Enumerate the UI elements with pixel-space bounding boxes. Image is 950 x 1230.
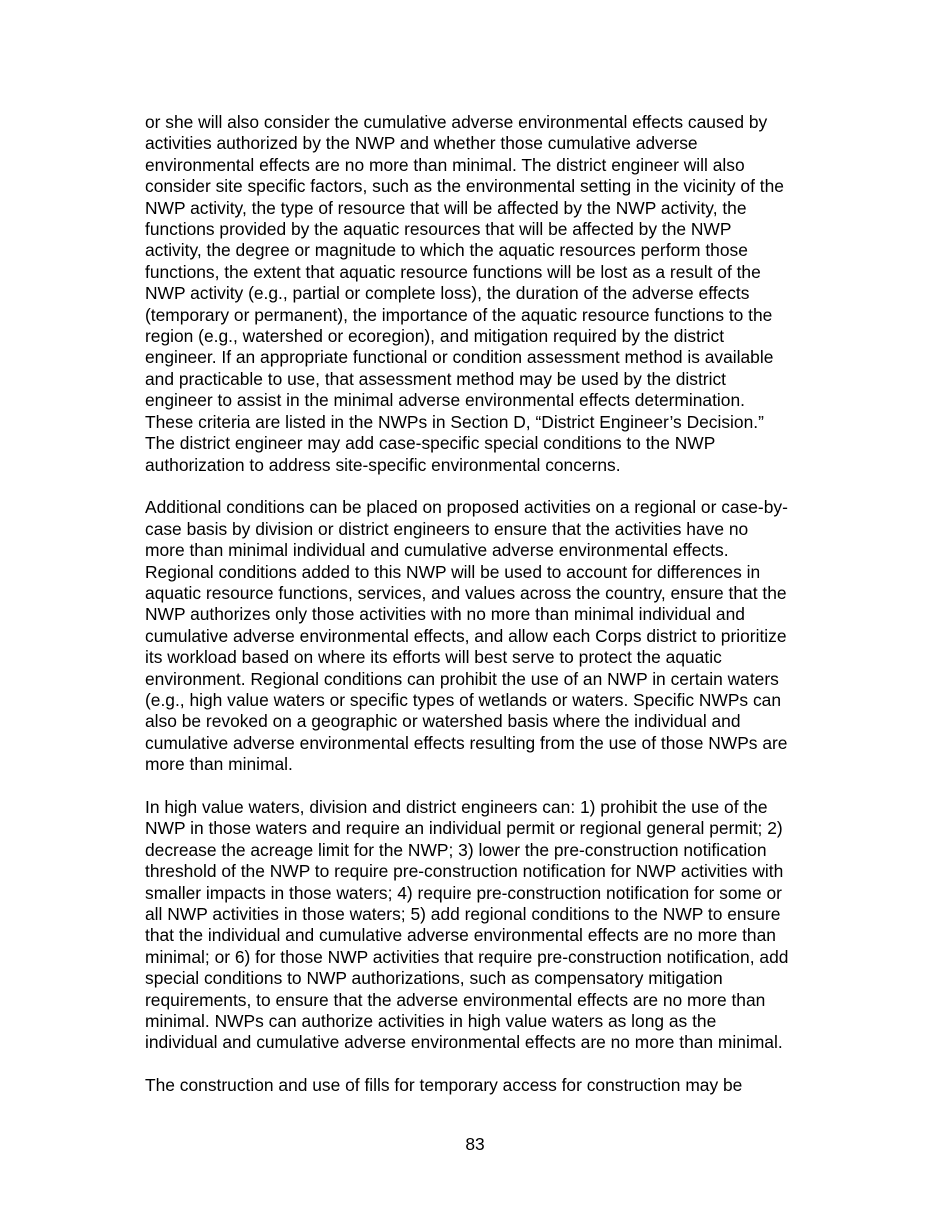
body-text: [145, 112, 845, 1118]
paragraph-2: Additional conditions can be placed on proposed activities on a regional or case-by- case basis by division or district engineers to ensure that the activities have no more than minimal individual and cumulative adverse environmental effects. Regional conditions added to this NWP will be used to account for differences in aquatic resource functions, services, and values across the country, ensure that the NWP authorizes only those activities with no more than minimal individual and cumulative adverse environmental effects, and allow each Corps district to prioritize its workload based on where its efforts will best serve to protect the aquatic environment. Regional conditions can prohibit the use of an NWP in certain waters (e.g., high value waters or specific types of wetlands or waters. Specific NWPs can also be revoked on a geographic or watershed basis where the individual and cumulative adverse environmental effects resulting from the use of those NWPs are more than minimal.: [145, 497, 788, 775]
paragraph-3: In high value waters, division and district engineers can: 1) prohibit the use of the NWP in those waters and require an individual permit or regional general permit; 2) decrease the acreage limit for the NWP; 3) lower the pre-construction notification threshold of the NWP to require pre-construction notification for NWP activities with smaller impacts in those waters; 4) require pre-construction notification for some or all NWP activities in those waters; 5) add regional conditions to the NWP to ensure that the individual and cumulative adverse environmental effects are no more than minimal; or 6) for those NWP activities that require pre-construction notification, add special conditions to NWP authorizations, such as compensatory mitigation requirements, to ensure that the adverse environmental effects are no more than minimal. NWPs can authorize activities in high value waters as long as the individual and cumulative adverse environmental effects are no more than minimal.: [145, 796, 789, 1053]
paragraph-4: The construction and use of fills for temporary access for construction may be: [145, 1075, 743, 1096]
paragraph-1: or she will also consider the cumulative adverse environmental effects caused by activities authorized by the NWP and whether those cumulative adverse environmental effects are no more than minimal. The district engineer will also consider site specific factors, such as the environmental setting in the vicinity of the NWP activity, the type of resource that will be affected by the NWP activity, the functions provided by the aquatic resources that will be affected by the NWP activity, the degree or magnitude to which the aquatic resources perform those functions, the extent that aquatic resource functions will be lost as a result of the NWP activity (e.g., partial or complete loss), the duration of the adverse effects (temporary or permanent), the importance of the aquatic resource functions to the region (e.g., watershed or ecoregion), and mitigation required by the district engineer. If an appropriate functional or condition assessment method is available and practicable to use, that assessment method may be used by the district engineer to assist in the minimal adverse environmental effects determination. These criteria are listed in the NWPs in Section D, “District Engineer’s Decision.” The district engineer may add case-specific special conditions to the NWP authorization to address site-specific environmental concerns.: [145, 112, 784, 475]
page-number: 83: [465, 1134, 485, 1154]
